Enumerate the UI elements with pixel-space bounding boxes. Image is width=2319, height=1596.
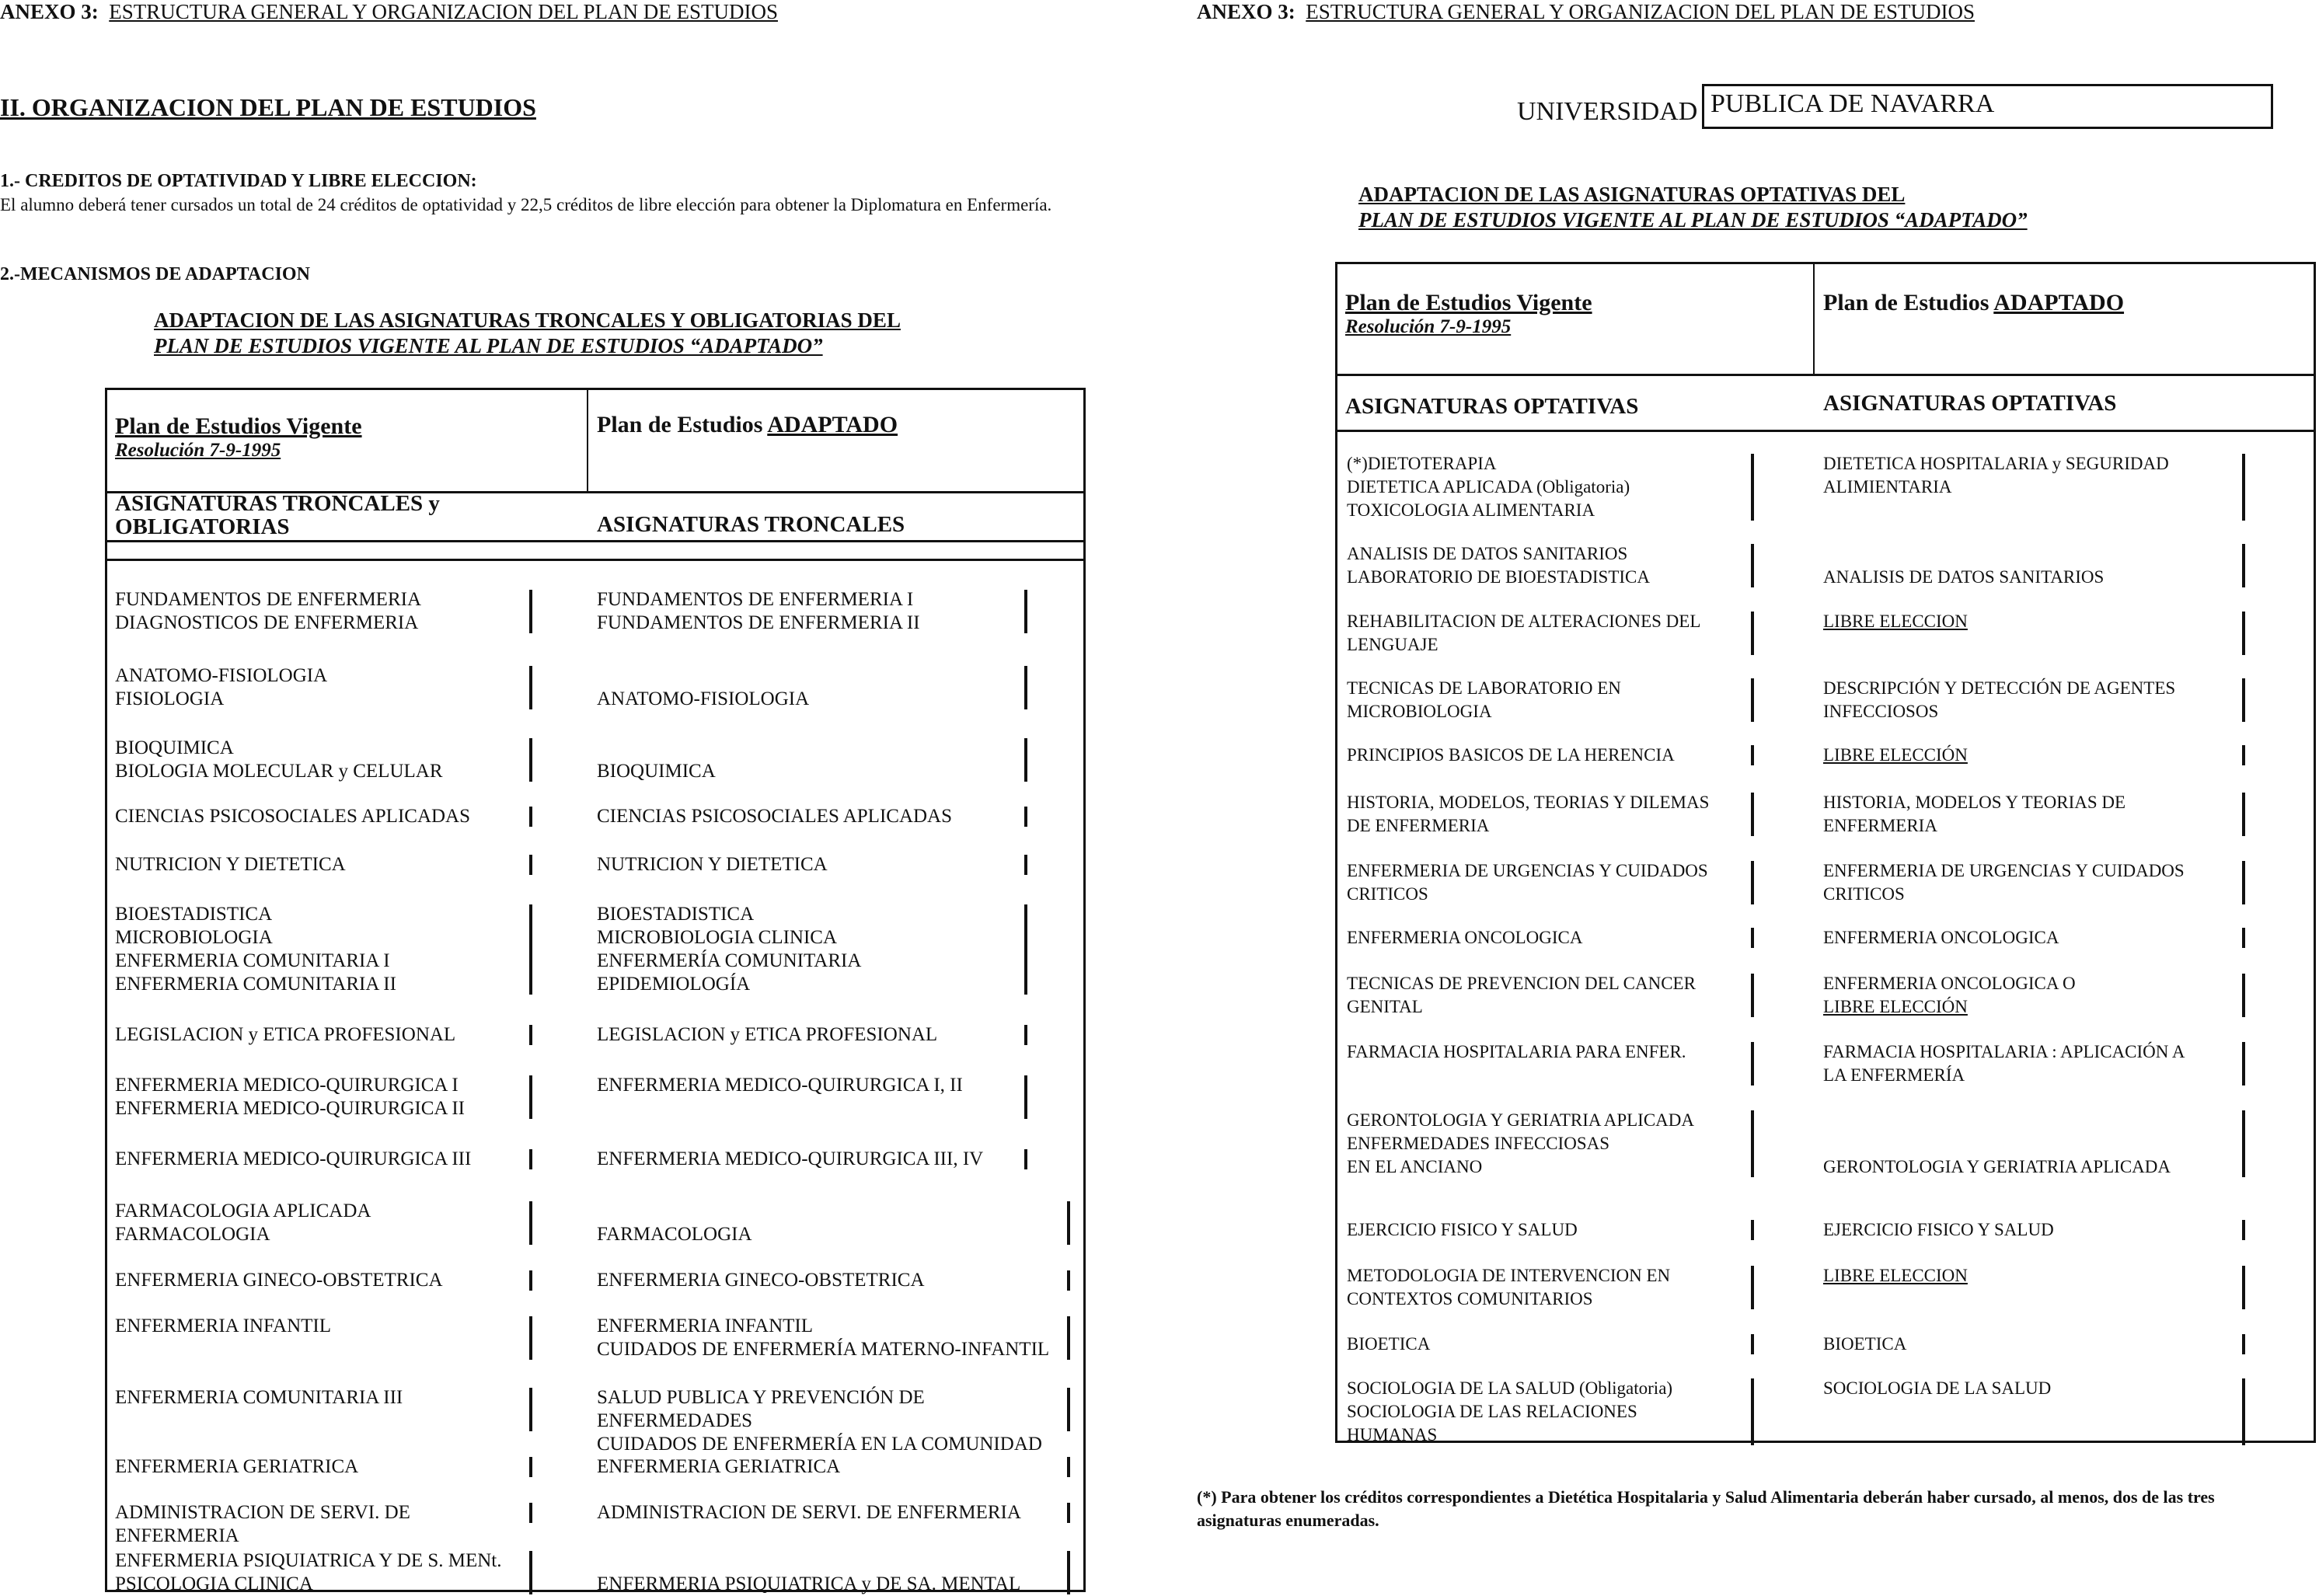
university-value: PUBLICA DE NAVARRA [1710, 89, 1995, 118]
cell-adaptado [597, 853, 828, 876]
column-divider [1067, 1503, 1070, 1523]
cell-adaptado [1823, 1218, 2054, 1242]
column-divider [529, 1075, 532, 1119]
cell-adaptado [597, 1023, 937, 1047]
cell-vigente: ANALISIS DE DATOS SANITARIOS LABORATORIO DE BIOESTADISTICA [1347, 544, 1651, 587]
column-divider [529, 1551, 532, 1594]
section-title: II. ORGANIZACION DEL PLAN DE ESTUDIOS [0, 93, 536, 121]
column-divider [1024, 1075, 1027, 1119]
cell-adaptado [597, 1269, 925, 1292]
column-divider [1067, 1270, 1070, 1291]
cell-adaptado [1823, 1109, 2171, 1179]
cell-adaptado-text: DESCRIPCIÓN Y DETECCIÓN DE AGENTES INFECCIOSOS [1823, 678, 2176, 721]
cell-adaptado [1823, 926, 2059, 950]
cell-adaptado [597, 1148, 983, 1171]
cell-adaptado-text: CIENCIAS PSICOSOCIALES APLICADAS [597, 806, 953, 827]
mechanisms-heading: 2.-MECANISMOS DE ADAPTACION [0, 264, 310, 284]
column-divider [529, 738, 532, 782]
header-vigente-title: Plan de Estudios Vigente [115, 413, 362, 439]
header-vigente-resolution: Resolución 7-9-1995 [115, 440, 281, 461]
cell-adaptado-text: LIBRE ELECCION [1823, 612, 1968, 631]
cell-adaptado [597, 1200, 752, 1246]
column-divider [529, 1270, 532, 1291]
column-divider [1751, 793, 1754, 836]
column-divider [2242, 1378, 2245, 1445]
cell-vigente: TECNICAS DE PREVENCION DEL CANCER GENITAL [1347, 974, 1696, 1016]
cell-adaptado-text: BIOETICA [1823, 1334, 1907, 1354]
anexo-title: ESTRUCTURA GENERAL Y ORGANIZACION DEL PLAN DE ESTUDIOS [109, 0, 778, 23]
cell-adaptado-text: ENFERMERIA ONCOLOGICA [1823, 928, 2059, 947]
cell-adaptado [1823, 744, 1968, 767]
cell-vigente: FARMACOLOGIA APLICADA FARMACOLOGIA [115, 1200, 371, 1245]
troncales-table-title [154, 308, 901, 359]
cell-adaptado [1823, 677, 2175, 723]
column-divider [1067, 1201, 1070, 1245]
column-divider [2242, 1042, 2245, 1085]
column-divider [2242, 745, 2245, 765]
column-divider [2242, 544, 2245, 587]
cell-adaptado-text: GERONTOLOGIA Y GERIATRIA APLICADA [1823, 1157, 2171, 1176]
cell-adaptado [1823, 859, 2185, 906]
cell-adaptado [1823, 1040, 2185, 1087]
column-divider [529, 1316, 532, 1360]
right-anexo-heading [1197, 0, 1975, 24]
cell-adaptado [1823, 791, 2125, 838]
column-divider [529, 1503, 532, 1523]
column-divider [529, 590, 532, 633]
column-divider [1024, 807, 1027, 827]
cell-adaptado-text: BIOESTADISTICA MICROBIOLOGIA CLINICA ENFERMERÍA COMUNITARIA EPIDEMIOLOGÍA [597, 904, 862, 995]
column-divider [1751, 745, 1754, 765]
cell-adaptado-text: ENFERMERIA PSIQUIATRICA y DE SA. MENTAL [597, 1573, 1021, 1594]
cell-vigente: ENFERMERIA INFANTIL [115, 1315, 332, 1336]
sub-header-vigente: ASIGNATURAS OPTATIVAS [1345, 394, 1639, 419]
column-divider [529, 1388, 532, 1431]
table-title-line1: ADAPTACION DE LAS ASIGNATURAS OPTATIVAS DEL [1358, 183, 1906, 206]
column-divider [529, 1457, 532, 1477]
header-adaptado-em: ADAPTADO [767, 412, 898, 437]
cell-adaptado-text: ENFERMERIA INFANTIL CUIDADOS DE ENFERMERÍA MATERNO-INFANTIL [597, 1315, 1050, 1360]
column-divider [529, 904, 532, 995]
column-divider [2242, 1334, 2245, 1354]
column-divider [1751, 1266, 1754, 1309]
cell-adaptado-text: FARMACIA HOSPITALARIA : APLICACIÓN A LA ENFERMERÍA [1823, 1042, 2185, 1085]
cell-vigente: REHABILITACION DE ALTERACIONES DEL LENGUAJE [1347, 612, 1701, 654]
column-divider [1024, 666, 1027, 709]
cell-adaptado [1823, 972, 2076, 1019]
cell-adaptado-text: FUNDAMENTOS DE ENFERMERIA I FUNDAMENTOS DE ENFERMERIA II [597, 589, 920, 633]
column-divider [2242, 1266, 2245, 1309]
table-title-line2: PLAN DE ESTUDIOS VIGENTE AL PLAN DE ESTUDIOS “ADAPTADO” [1358, 208, 2028, 232]
cell-adaptado-text: HISTORIA, MODELOS Y TEORIAS DE ENFERMERIA [1823, 793, 2126, 835]
cell-vigente: ENFERMERIA GINECO-OBSTETRICA [115, 1270, 443, 1291]
cell-adaptado [597, 1386, 1083, 1456]
cell-adaptado-text: DIETETICA HOSPITALARIA y SEGURIDAD ALIMIENTARIA [1823, 454, 2169, 497]
header-adaptado [1823, 290, 2124, 316]
column-divider [2242, 612, 2245, 655]
cell-adaptado [597, 1455, 840, 1479]
cell-adaptado [1823, 1377, 2051, 1400]
cell-vigente: FUNDAMENTOS DE ENFERMERIA DIAGNOSTICOS DE ENFERMERIA [115, 589, 422, 633]
cell-adaptado-text: ANATOMO-FISIOLOGIA [597, 688, 810, 709]
cell-adaptado-text: LIBRE ELECCION [1823, 1266, 1968, 1285]
cell-adaptado [597, 1501, 1021, 1525]
anexo-label: ANEXO 3: [1197, 0, 1296, 23]
cell-adaptado [1823, 610, 1968, 633]
university-label: UNIVERSIDAD [1517, 97, 1698, 126]
cell-adaptado-text: LEGISLACION y ETICA PROFESIONAL [597, 1024, 938, 1045]
cell-adaptado-text: ANALISIS DE DATOS SANITARIOS [1823, 567, 2105, 587]
cell-adaptado [597, 1315, 1049, 1361]
cell-adaptado-text: ENFERMERIA ONCOLOGICA O [1823, 974, 2076, 993]
table-title-line2: PLAN DE ESTUDIOS VIGENTE AL PLAN DE ESTUDIOS “ADAPTADO” [154, 334, 823, 357]
header-adaptado-prefix: Plan de Estudios [597, 412, 763, 437]
column-divider [1067, 1457, 1070, 1477]
troncales-table [105, 388, 1086, 1592]
cell-vigente: METODOLOGIA DE INTERVENCION EN CONTEXTOS COMUNITARIOS [1347, 1266, 1671, 1309]
column-divider [2242, 1110, 2245, 1177]
cell-adaptado [1823, 1333, 1906, 1356]
column-divider [1751, 544, 1754, 587]
sub-header-adaptado: ASIGNATURAS OPTATIVAS [1823, 391, 2117, 416]
university-field [1702, 84, 2273, 129]
cell-adaptado-text: NUTRICION Y DIETETICA [597, 854, 828, 875]
cell-vigente: ENFERMERIA MEDICO-QUIRURGICA I ENFERMERIA MEDICO-QUIRURGICA II [115, 1075, 465, 1119]
cell-vigente: BIOESTADISTICA MICROBIOLOGIA ENFERMERIA COMUNITARIA I ENFERMERIA COMUNITARIA II [115, 904, 396, 995]
cell-vigente: (*)DIETOTERAPIA DIETETICA APLICADA (Obligatoria) TOXICOLOGIA ALIMENTARIA [1347, 454, 1630, 520]
cell-adaptado-text: ENFERMERIA MEDICO-QUIRURGICA I, II [597, 1075, 963, 1096]
cell-vigente: ENFERMERIA GERIATRICA [115, 1456, 359, 1477]
column-divider [2242, 678, 2245, 722]
anexo-label: ANEXO 3: [0, 0, 99, 23]
cell-vigente: LEGISLACION y ETICA PROFESIONAL [115, 1024, 456, 1045]
header-adaptado-em: ADAPTADO [1993, 290, 2125, 315]
cell-vigente: HISTORIA, MODELOS, TEORIAS Y DILEMAS DE ENFERMERIA [1347, 793, 1710, 835]
cell-adaptado [597, 737, 716, 783]
sub-header-vigente: ASIGNATURAS TRONCALES y OBLIGATORIAS [115, 491, 440, 539]
anexo-title: ESTRUCTURA GENERAL Y ORGANIZACION DEL PLAN DE ESTUDIOS [1306, 0, 1975, 23]
column-divider [1751, 861, 1754, 904]
credits-heading: 1.- CREDITOS DE OPTATIVIDAD Y LIBRE ELECCION: [0, 171, 477, 191]
cell-vigente: ENFERMERIA MEDICO-QUIRURGICA III [115, 1148, 472, 1169]
cell-vigente: ANATOMO-FISIOLOGIA FISIOLOGIA [115, 665, 328, 709]
cell-vigente: ADMINISTRACION DE SERVI. DE ENFERMERIA [115, 1502, 410, 1546]
column-divider [1751, 1220, 1754, 1240]
cell-adaptado-text: FARMACOLOGIA [597, 1224, 752, 1245]
cell-adaptado-text: ADMINISTRACION DE SERVI. DE ENFERMERIA [597, 1502, 1021, 1523]
cell-adaptado-extra: LIBRE ELECCIÓN [1823, 997, 1968, 1016]
column-divider [529, 1149, 532, 1169]
column-divider [1024, 1149, 1027, 1169]
cell-vigente: CIENCIAS PSICOSOCIALES APLICADAS [115, 806, 471, 827]
cell-adaptado [1823, 452, 2169, 499]
cell-vigente: ENFERMERIA COMUNITARIA III [115, 1387, 403, 1408]
cell-adaptado [597, 1074, 963, 1097]
header-vigente-title: Plan de Estudios Vigente [1345, 290, 1592, 315]
column-divider [1024, 1025, 1027, 1045]
cell-vigente: SOCIOLOGIA DE LA SALUD (Obligatoria) SOCIOLOGIA DE LAS RELACIONES HUMANAS [1347, 1378, 1673, 1444]
column-divider [1024, 738, 1027, 782]
cell-adaptado-text: ENFERMERIA GINECO-OBSTETRICA [597, 1270, 925, 1291]
cell-vigente: ENFERMERIA DE URGENCIAS Y CUIDADOS CRITICOS [1347, 861, 1708, 904]
column-divider [1067, 1316, 1070, 1360]
header-vigente [115, 413, 362, 462]
header-vigente-resolution: Resolución 7-9-1995 [1345, 316, 1512, 337]
column-divider [2242, 861, 2245, 904]
header-vigente [1345, 290, 1592, 338]
column-divider [1024, 590, 1027, 633]
cell-adaptado-text: LIBRE ELECCIÓN [1823, 745, 1968, 765]
column-divider [2242, 454, 2245, 521]
column-divider [529, 1201, 532, 1245]
sub-header-adaptado: ASIGNATURAS TRONCALES [597, 512, 905, 537]
column-divider [1751, 612, 1754, 655]
cell-adaptado [597, 805, 952, 828]
column-divider [1067, 1388, 1070, 1431]
column-divider [2242, 793, 2245, 836]
cell-adaptado-text: ENFERMERIA MEDICO-QUIRURGICA III, IV [597, 1148, 984, 1169]
column-divider [1751, 928, 1754, 948]
header-adaptado-prefix: Plan de Estudios [1823, 290, 1989, 315]
credits-text: El alumno deberá tener cursados un total de 24 créditos de optatividad y 22,5 créditos de libre elección para obtener la Diplomatura en Enfermería. [0, 195, 1052, 214]
column-divider [529, 666, 532, 709]
cell-vigente: GERONTOLOGIA Y GERIATRIA APLICADA ENFERMEDADES INFECCIOSAS EN EL ANCIANO [1347, 1110, 1695, 1176]
cell-vigente: BIOETICA [1347, 1334, 1431, 1354]
cell-vigente: BIOQUIMICA BIOLOGIA MOLECULAR y CELULAR [115, 737, 443, 782]
cell-adaptado-text: SALUD PUBLICA Y PREVENCIÓN DE ENFERMEDADES CUIDADOS DE ENFERMERÍA EN LA COMUNIDAD [597, 1387, 1042, 1455]
cell-adaptado-text: ENFERMERIA DE URGENCIAS Y CUIDADOS CRITICOS [1823, 861, 2185, 904]
cell-vigente: FARMACIA HOSPITALARIA PARA ENFER. [1347, 1042, 1686, 1061]
column-divider [1024, 855, 1027, 875]
column-divider [2242, 974, 2245, 1017]
cell-adaptado [597, 664, 809, 711]
left-anexo-heading [0, 0, 778, 24]
cell-adaptado-text: SOCIOLOGIA DE LA SALUD [1823, 1378, 2052, 1398]
column-divider [1751, 1110, 1754, 1177]
cell-vigente: PRINCIPIOS BASICOS DE LA HERENCIA [1347, 745, 1675, 765]
cell-adaptado [1823, 542, 2104, 589]
column-divider [1751, 1378, 1754, 1445]
cell-vigente: TECNICAS DE LABORATORIO EN MICROBIOLOGIA [1347, 678, 1621, 721]
column-divider [1751, 1334, 1754, 1354]
cell-adaptado [597, 588, 920, 635]
header-adaptado [597, 412, 898, 438]
optativas-table-title [1358, 182, 2028, 233]
column-divider [529, 807, 532, 827]
cell-adaptado [597, 903, 861, 996]
column-divider [1751, 454, 1754, 521]
cell-vigente: NUTRICION Y DIETETICA [115, 854, 346, 875]
optativas-table [1335, 262, 2316, 1443]
cell-adaptado-text: EJERCICIO FISICO Y SALUD [1823, 1220, 2054, 1239]
column-divider [2242, 1220, 2245, 1240]
column-divider [529, 855, 532, 875]
cell-adaptado-text: ENFERMERIA GERIATRICA [597, 1456, 841, 1477]
cell-adaptado [1823, 1264, 1968, 1288]
column-divider [1751, 1042, 1754, 1085]
column-divider [1024, 904, 1027, 995]
column-divider [529, 1025, 532, 1045]
cell-vigente: EJERCICIO FISICO Y SALUD [1347, 1220, 1578, 1239]
column-divider [1067, 1551, 1070, 1594]
footnote: (*) Para obtener los créditos correspondientes a Dietética Hospitalaria y Salud Alimentaria deberán haber cursado, al menos, dos de las tres asignaturas enumeradas. [1197, 1487, 2215, 1530]
table-title-line1: ADAPTACION DE LAS ASIGNATURAS TRONCALES Y OBLIGATORIAS DEL [154, 308, 901, 332]
cell-vigente: ENFERMERIA PSIQUIATRICA Y DE S. MENt. PSICOLOGIA CLINICA [115, 1550, 502, 1594]
column-divider [1751, 974, 1754, 1017]
cell-vigente: ENFERMERIA ONCOLOGICA [1347, 928, 1583, 947]
column-divider [2242, 928, 2245, 948]
cell-adaptado [597, 1549, 1020, 1596]
cell-adaptado-text: BIOQUIMICA [597, 761, 716, 782]
column-divider [1751, 678, 1754, 722]
